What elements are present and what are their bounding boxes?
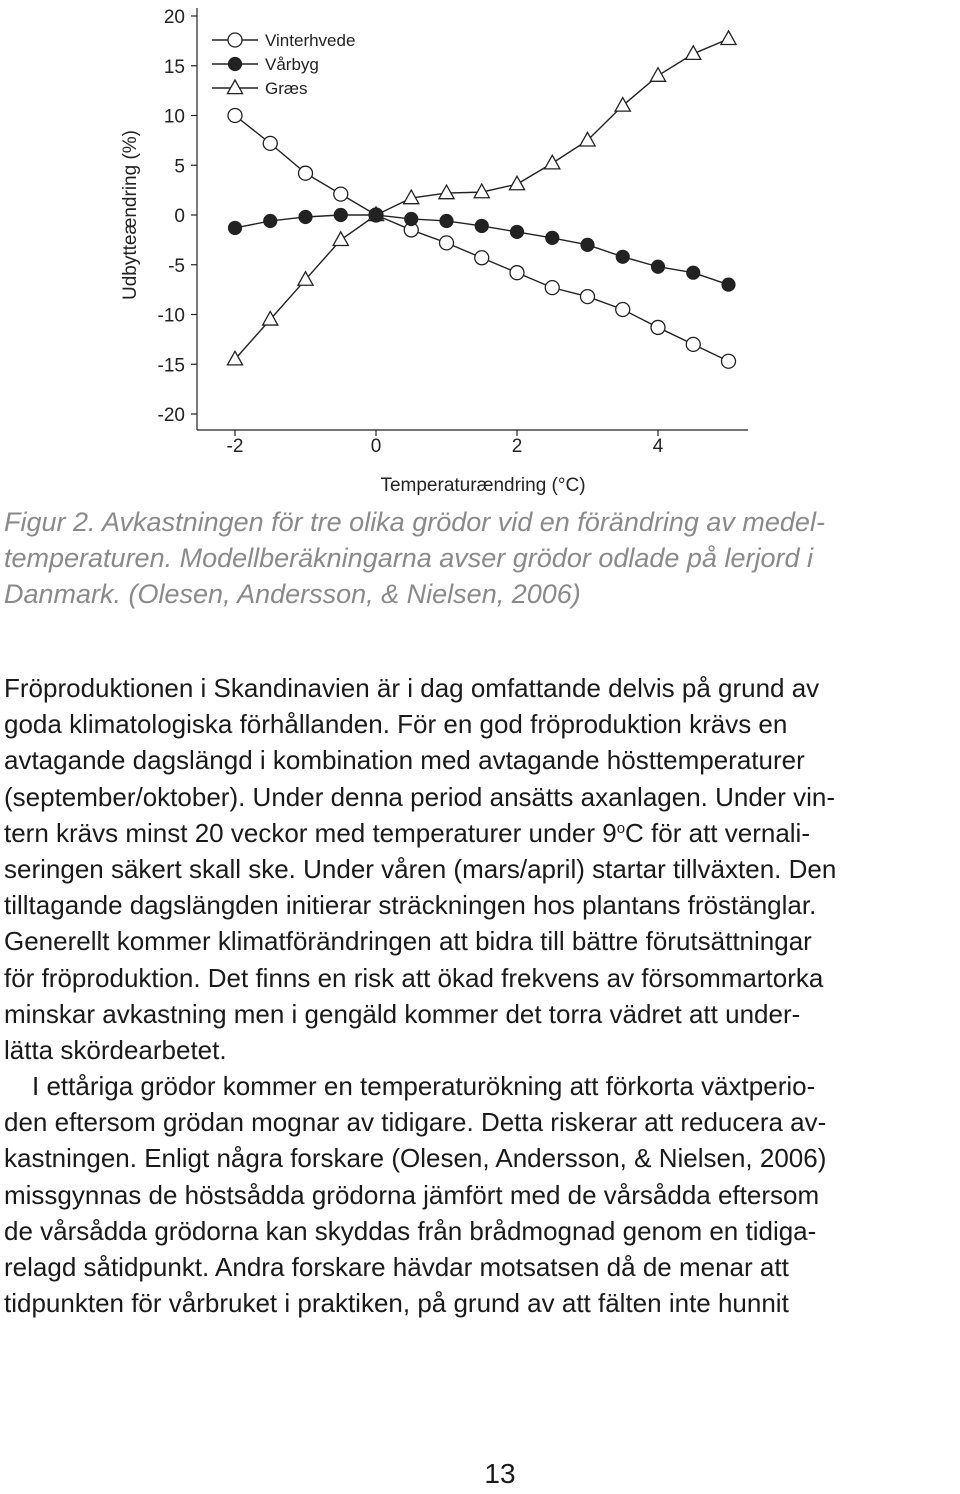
y-tick-label: -15 [157, 355, 185, 377]
data-point-græs [721, 31, 736, 45]
x-tick-label: 0 [370, 436, 382, 457]
data-point-vårbyg [440, 214, 453, 227]
body-line: de vårsådda grödorna kan skyddas från brådmognad genom en tidiga- [4, 1215, 817, 1246]
data-point-græs [509, 176, 524, 190]
degree-superscript: o [616, 819, 626, 837]
data-point-vinterhvede [263, 136, 277, 150]
body-line: relagd såtidpunkt. Andra forskare hävdar motsatsen då de menar att [4, 1252, 789, 1282]
x-tick-label: -2 [226, 436, 244, 457]
data-point-vinterhvede [228, 109, 242, 123]
data-point-vårbyg [405, 212, 418, 225]
y-tick-label: 10 [163, 106, 185, 128]
legend-marker [227, 80, 242, 94]
body-line: seringen säkert skall ske. Under våren (mars/april) startar tillväxten. Den [4, 853, 837, 884]
y-tick-label: 15 [163, 56, 185, 78]
y-tick-label: -10 [157, 305, 185, 327]
figure-caption [4, 504, 956, 612]
data-point-vinterhvede [651, 320, 665, 334]
data-point-vårbyg [616, 250, 629, 263]
y-tick-label: -20 [157, 405, 185, 426]
body-line: tilltagande dagslängden initierar sträckningen hos plantans fröstänglar. [4, 890, 817, 921]
data-point-vårbyg [475, 219, 488, 232]
data-point-vårbyg [264, 214, 277, 227]
body-line-text: tern krävs minst 20 veckor med temperaturer under 9 [4, 817, 617, 848]
data-point-græs [686, 46, 701, 60]
data-point-vinterhvede [510, 266, 524, 280]
body-paragraphs [4, 670, 960, 1321]
data-point-vinterhvede [334, 187, 348, 201]
caption-line: temperaturen. Modellberäkningarna avser grödor odlade på lerjord i [4, 543, 813, 573]
data-point-vårbyg [581, 238, 594, 251]
data-point-græs [615, 98, 630, 112]
data-point-vårbyg [299, 210, 312, 223]
data-point-vårbyg [722, 278, 735, 291]
y-axis-label: Udbytteændring (%) [120, 129, 141, 301]
yield-change-chart [0, 0, 960, 500]
body-line: missgynnas de höstsådda grödorna jämfört med de vårsådda eftersom [4, 1179, 820, 1210]
legend-label: Vårbyg [265, 55, 319, 74]
body-line: goda klimatologiska förhållanden. För en god fröproduktion krävs en [4, 709, 788, 740]
y-tick-label: 20 [163, 7, 185, 28]
legend-marker [229, 58, 242, 71]
data-point-vårbyg [229, 221, 242, 234]
data-point-vinterhvede [686, 337, 700, 351]
x-tick-label: 2 [511, 436, 523, 457]
body-line: minskar avkastning men i gengäld kommer det torra vädret att under- [4, 998, 801, 1029]
y-tick-label: 0 [174, 206, 185, 227]
legend-label: Græs [265, 79, 308, 98]
body-line: Generellt kommer klimatförändringen att bidra till bättre förutsättningar [4, 926, 812, 957]
body-line: (september/oktober). Under denna period ansätts axanlagen. Under vin- [4, 781, 836, 812]
y-tick-label: -5 [168, 255, 185, 277]
body-line: den eftersom grödan mognar av tidigare. Detta riskerar att reducera av- [4, 1107, 827, 1138]
data-point-græs [439, 185, 454, 199]
series-line-græs [235, 39, 729, 359]
page-number: 13 [484, 1458, 516, 1489]
body-line-text: C för att vernali- [625, 817, 810, 848]
data-point-vårbyg [511, 225, 524, 238]
data-point-vinterhvede [581, 290, 595, 304]
data-point-vinterhvede [475, 251, 489, 265]
legend-label: Vinterhvede [265, 31, 356, 50]
body-line: Fröproduktionen i Skandinavien är i dag omfattande delvis på grund av [4, 673, 820, 703]
caption-line: Danmark. (Olesen, Andersson, & Nielsen, 2006) [4, 579, 581, 609]
data-point-græs [650, 68, 665, 82]
y-tick-label: 5 [174, 156, 185, 178]
body-line: tidpunkten för vårbruket i praktiken, på grund av att fälten inte hunnit [4, 1288, 789, 1319]
data-point-vårbyg [546, 231, 559, 244]
body-line: avtagande dagslängd i kombination med avtagande hösttemperaturer [4, 745, 805, 776]
body-line: lätta skördearbetet. [4, 1034, 227, 1065]
caption-line: Figur 2. Avkastningen för tre olika grödor vid en förändring av medel- [4, 507, 825, 537]
body-line: för fröproduktion. Det finns en risk att ökad frekvens av försommartorka [4, 962, 824, 993]
body-line [4, 815, 960, 851]
data-point-vinterhvede [616, 303, 630, 317]
data-point-vinterhvede [299, 166, 313, 180]
x-tick-label: 4 [652, 436, 664, 457]
data-point-vinterhvede [545, 281, 559, 295]
data-point-vårbyg [334, 209, 347, 222]
x-axis-label: Temperaturændring (°C) [380, 475, 586, 496]
data-point-vinterhvede [440, 236, 454, 250]
data-point-græs [333, 232, 348, 246]
data-point-græs [545, 155, 560, 169]
body-line: kastningen. Enligt några forskare (Olesen, Andersson, & Nielsen, 2006) [4, 1143, 827, 1174]
data-point-vårbyg [652, 260, 665, 273]
data-point-vårbyg [370, 209, 383, 222]
data-point-vårbyg [687, 266, 700, 279]
data-point-vinterhvede [722, 354, 736, 368]
legend-marker [228, 33, 242, 47]
body-line: I ettåriga grödor kommer en temperaturökning att förkorta växtperio- [32, 1071, 816, 1102]
